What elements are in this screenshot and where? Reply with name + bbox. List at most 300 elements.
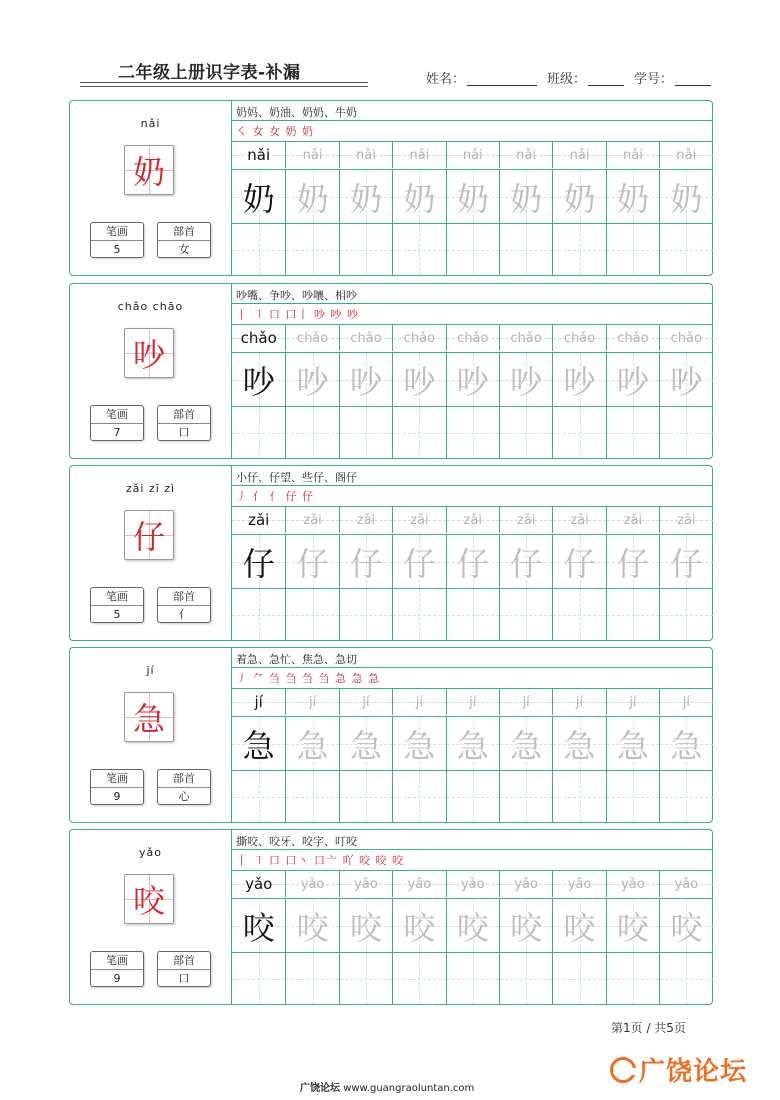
pinyin-trace-cell[interactable] [392,689,445,715]
char-trace-cell[interactable] [392,899,445,952]
pinyin-row [232,689,713,715]
char-trace-cell[interactable] [285,899,338,952]
char-trace-cell[interactable] [499,717,552,770]
char-trace-cell[interactable] [285,535,338,588]
pinyin-trace: nǎi [409,147,430,163]
char-trace: 仔 [616,544,649,583]
char-main: 吵 [132,336,165,374]
pinyin-trace-cell[interactable] [339,325,392,351]
pinyin-trace-cell[interactable] [552,325,605,351]
number-field[interactable] [675,85,711,86]
char-trace: 仔 [670,544,703,583]
char-trace-cell[interactable] [339,717,392,770]
pinyin-model: chǎo [240,329,277,347]
pinyin-trace-cell[interactable] [446,142,499,168]
char-trace-cell[interactable] [285,170,338,223]
char-trace: 奶 [349,179,382,218]
blank-row [232,771,713,822]
word-list: 撕咬、咬牙、咬字、叮咬 [236,835,357,848]
practice-cell[interactable] [285,224,338,275]
char-trace-cell[interactable] [606,170,659,223]
radical-label: 部首 [158,770,210,788]
class-field[interactable] [588,85,624,86]
stroke-order [236,488,314,504]
blank-row [232,589,713,640]
practice-cell[interactable] [499,224,552,275]
radical-box [157,405,211,441]
divider [232,485,713,486]
footer-site-url: www.guangraoluntan.com [343,1083,475,1094]
pinyin-trace: zǎi [410,512,429,528]
char-trace: 仔 [349,544,382,583]
pinyin-trace-cell[interactable] [552,142,605,168]
char-model: 吵 [242,362,275,401]
char-trace-cell[interactable] [552,170,605,223]
pinyin-row [232,142,713,168]
pinyin-row [232,871,713,897]
character-card [69,647,713,823]
practice-cell[interactable] [232,589,285,640]
pinyin-trace: jí [415,694,423,710]
char-trace-cell[interactable] [446,170,499,223]
char-trace: 咬 [296,908,329,947]
pinyin-trace-cell[interactable] [339,689,392,715]
word-list: 奶妈、奶油、奶奶、牛奶 [236,106,357,119]
logo-text: 广饶论坛 [639,1057,748,1087]
pinyin-trace-cell[interactable] [285,689,338,715]
radical-box [157,222,211,258]
practice-cell[interactable] [552,224,605,275]
character-card [69,100,713,276]
pinyin-trace: chǎo [350,330,382,346]
radical-box [157,951,211,987]
pinyin-trace-cell[interactable] [446,689,499,715]
stroke-order [236,306,359,322]
char-trace-cell[interactable] [606,717,659,770]
pinyin-trace: yǎo [300,876,325,892]
pinyin-trace-cell[interactable] [606,142,659,168]
char-info-panel [70,284,232,458]
char-trace-cell[interactable] [552,353,605,406]
stroke-count-label: 笔画 [91,770,143,788]
logo-g-icon [610,1057,636,1083]
practice-cell[interactable] [499,771,552,822]
char-trace: 吵 [670,362,703,401]
pinyin-trace-cell[interactable] [659,507,712,533]
practice-cell[interactable] [392,224,445,275]
practice-cell[interactable] [285,407,338,458]
char-trace: 吵 [510,362,543,401]
pinyin-trace: yǎo [567,876,592,892]
char-box [124,328,174,378]
pinyin-trace-cell[interactable] [499,871,552,897]
pinyin-trace: zǎi [570,512,589,528]
char-trace-cell[interactable] [285,717,338,770]
pinyin-trace: yǎo [514,876,538,892]
stroke-count-box [90,951,144,987]
divider [232,667,713,668]
pinyin-trace: nǎi [462,147,483,163]
char-trace: 奶 [616,179,649,218]
stroke-count-box [90,769,144,805]
char-trace: 吵 [456,362,489,401]
radical-label: 部首 [158,406,210,424]
char-row [232,170,713,223]
char-trace-cell[interactable] [606,899,659,952]
practice-panel [232,648,713,822]
char-model-cell [232,353,285,406]
practice-cell[interactable] [392,589,445,640]
pinyin-trace-cell[interactable] [606,507,659,533]
practice-cell[interactable] [606,771,659,822]
pinyin-trace: jí [522,694,530,710]
practice-cell[interactable] [606,224,659,275]
char-trace-cell[interactable] [339,535,392,588]
pinyin-trace: zǎi [516,512,536,528]
practice-cell[interactable] [606,589,659,640]
pinyin-trace-cell[interactable] [606,325,659,351]
name-label: 姓名： [426,72,466,87]
pinyin-trace-cell[interactable] [552,507,605,533]
char-trace-cell[interactable] [659,353,712,406]
pinyin-trace: zǎi [623,512,643,528]
char-row [232,899,713,952]
practice-cell[interactable] [659,953,712,1004]
char-trace-cell[interactable] [499,535,552,588]
pinyin-trace: zǎi [303,512,322,528]
practice-cell[interactable] [232,407,285,458]
practice-cell[interactable] [499,953,552,1004]
name-field[interactable] [467,85,537,86]
stroke-count-value: 7 [113,426,121,439]
practice-cell[interactable] [392,771,445,822]
practice-cell[interactable] [339,224,392,275]
char-trace-cell[interactable] [446,899,499,952]
pinyin-trace-cell[interactable] [659,871,712,897]
char-trace: 急 [296,726,329,765]
practice-cell[interactable] [339,953,392,1004]
pinyin-model: zǎi [248,511,270,529]
char-trace-cell[interactable] [392,717,445,770]
pinyin-trace: jí [682,694,690,710]
footer-site[interactable] [300,1079,474,1094]
char-trace-cell[interactable] [552,717,605,770]
stroke-count-box [90,222,144,258]
radical-value: 口 [178,426,190,439]
pinyin-trace: chǎo [457,330,489,346]
practice-cell[interactable] [552,589,605,640]
char-trace-cell[interactable] [392,535,445,588]
practice-cell[interactable] [339,771,392,822]
practice-cell[interactable] [552,953,605,1004]
pinyin-trace-cell[interactable] [606,689,659,715]
practice-cell[interactable] [659,589,712,640]
stroke-count-label: 笔画 [91,406,143,424]
footer-site-name: 广饶论坛 [300,1083,340,1094]
blank-row [232,407,713,458]
char-trace: 吵 [296,362,329,401]
pinyin-trace: nǎi [676,147,697,163]
pinyin-trace: zǎi [677,512,696,528]
practice-cell[interactable] [659,407,712,458]
pinyin-trace: nǎi [302,147,323,163]
char-trace: 咬 [563,908,596,947]
char-trace: 急 [456,726,489,765]
pinyin-trace: chǎo [563,330,596,346]
pinyin-trace: chǎo [403,330,436,346]
pinyin-trace-cell[interactable] [285,871,338,897]
stroke-count-box [90,405,144,441]
practice-cell[interactable] [285,953,338,1004]
pinyin-trace-cell[interactable] [285,507,338,533]
radical-label: 部首 [158,588,210,606]
char-trace-cell[interactable] [392,353,445,406]
char-trace-cell[interactable] [552,899,605,952]
char-model: 咬 [242,908,275,947]
char-main: 咬 [132,882,165,920]
stroke-order [236,670,380,686]
char-trace-cell[interactable] [446,717,499,770]
practice-cell[interactable] [606,407,659,458]
practice-cell[interactable] [232,224,285,275]
blank-row [232,953,713,1004]
practice-cell[interactable] [392,953,445,1004]
char-trace-cell[interactable] [339,170,392,223]
number-label: 学号： [634,72,674,87]
pinyin-trace-cell[interactable] [606,871,659,897]
pinyin-trace-cell[interactable] [499,142,552,168]
char-info-panel [70,830,232,1004]
practice-cell[interactable] [552,771,605,822]
word-list: 小仔、仔望、些仔、阁仔 [236,471,357,484]
stroke-order [236,123,314,139]
practice-cell[interactable] [285,771,338,822]
char-trace: 急 [670,726,703,765]
stroke-count-box [90,587,144,623]
practice-panel [232,466,713,640]
practice-cell[interactable] [446,407,499,458]
practice-panel [232,101,713,275]
pinyin-model: jí [254,693,263,711]
practice-cell[interactable] [392,407,445,458]
char-trace-cell[interactable] [606,535,659,588]
char-trace-cell[interactable] [499,353,552,406]
stroke-order-text: 丨 ㇕ 口 口丨 吵 吵 吵 [236,308,359,321]
pinyin-trace-cell[interactable] [285,142,338,168]
char-pinyin: nǎi [140,117,161,130]
practice-cell[interactable] [499,589,552,640]
char-model-cell [232,535,285,588]
radical-box [157,587,211,623]
stroke-count-value: 5 [113,608,121,621]
practice-cell[interactable] [232,771,285,822]
pinyin-model-cell [232,689,285,715]
char-pinyin: chǎo chāo [117,300,184,313]
char-trace: 奶 [403,179,436,218]
char-trace-cell[interactable] [659,899,712,952]
practice-panel [232,830,713,1004]
word-list: 着急、急忙、焦急、急切 [236,653,357,666]
pinyin-trace-cell[interactable] [285,325,338,351]
pinyin-trace-cell[interactable] [446,871,499,897]
char-trace: 仔 [296,544,329,583]
char-trace: 咬 [510,908,543,947]
pinyin-row [232,507,713,533]
char-pinyin: zǎi zī zì [125,482,176,495]
pinyin-trace-cell[interactable] [446,507,499,533]
char-trace-cell[interactable] [499,170,552,223]
char-model: 奶 [242,179,275,218]
char-box [124,692,174,742]
pinyin-trace-cell[interactable] [499,689,552,715]
stroke-count-label: 笔画 [91,952,143,970]
practice-cell[interactable] [606,953,659,1004]
stroke-order-text: 丨 ㇕ 口 口丶 口亠 吖 咬 咬 咬 [236,854,404,867]
char-main: 急 [132,700,165,738]
practice-cell[interactable] [659,771,712,822]
char-main: 仔 [132,518,165,556]
char-trace: 急 [563,726,596,765]
char-model-cell [232,170,285,223]
blank-row [232,224,713,275]
char-row [232,717,713,770]
char-trace-cell[interactable] [339,353,392,406]
char-trace: 仔 [563,544,596,583]
practice-cell[interactable] [552,407,605,458]
pinyin-trace: yǎo [460,876,485,892]
character-card [69,283,713,459]
char-trace-cell[interactable] [659,170,712,223]
practice-cell[interactable] [659,224,712,275]
char-model-cell [232,717,285,770]
pinyin-trace-cell[interactable] [339,507,392,533]
pinyin-trace: yǎo [674,876,699,892]
char-trace: 咬 [349,908,382,947]
char-info-panel [70,466,232,640]
char-model: 仔 [242,544,275,583]
char-trace-cell[interactable] [392,170,445,223]
practice-cell[interactable] [339,407,392,458]
pinyin-trace: jí [575,694,584,710]
pinyin-trace: jí [362,694,370,710]
char-box [124,874,174,924]
pinyin-trace: nǎi [569,147,590,163]
pinyin-trace-cell[interactable] [552,871,605,897]
char-trace: 急 [510,726,543,765]
character-card [69,829,713,1005]
pinyin-trace-cell[interactable] [659,689,712,715]
pinyin-trace-cell[interactable] [446,325,499,351]
char-row [232,535,713,588]
pinyin-trace: jí [469,694,477,710]
char-trace-cell[interactable] [285,353,338,406]
pinyin-model-cell [232,871,285,897]
pinyin-model: yǎo [245,875,273,893]
practice-cell[interactable] [446,224,499,275]
char-trace: 吵 [349,362,382,401]
practice-cell[interactable] [339,589,392,640]
practice-cell[interactable] [446,953,499,1004]
char-trace: 咬 [456,908,489,947]
pinyin-model-cell [232,325,285,351]
char-trace: 仔 [456,544,489,583]
stroke-order-text: 丿 亻 亻 仔 仔 [236,490,314,503]
char-trace-cell[interactable] [339,899,392,952]
practice-cell[interactable] [499,407,552,458]
radical-value: 亻 [178,608,190,621]
char-main: 奶 [132,153,165,191]
pinyin-trace: yǎo [621,876,645,892]
divider [232,849,713,850]
radical-value: 口 [178,972,190,985]
practice-cell[interactable] [232,953,285,1004]
char-trace-cell[interactable] [659,717,712,770]
radical-label: 部首 [158,223,210,241]
char-trace-cell[interactable] [446,535,499,588]
pinyin-trace-cell[interactable] [552,689,605,715]
char-trace-cell[interactable] [446,353,499,406]
radical-value: 心 [178,790,190,803]
char-trace: 吵 [403,362,436,401]
stroke-count-label: 笔画 [91,223,143,241]
char-trace: 咬 [670,908,703,947]
char-row [232,353,713,406]
char-model: 急 [242,726,275,765]
pinyin-row [232,325,713,351]
pinyin-trace: jí [629,694,637,710]
char-trace-cell[interactable] [606,353,659,406]
pinyin-trace-cell[interactable] [339,871,392,897]
pinyin-trace-cell[interactable] [659,325,712,351]
char-trace-cell[interactable] [552,535,605,588]
char-info-panel [70,648,232,822]
char-trace-cell[interactable] [659,535,712,588]
stroke-count-value: 9 [113,972,121,985]
page-title: 二年级上册识字表-补漏 [118,63,301,83]
pinyin-trace-cell[interactable] [392,871,445,897]
practice-cell[interactable] [446,771,499,822]
divider [232,303,713,304]
char-trace: 仔 [510,544,543,583]
pinyin-trace-cell[interactable] [499,325,552,351]
char-trace: 吵 [616,362,649,401]
title-underline [80,82,368,83]
practice-cell[interactable] [285,589,338,640]
pinyin-trace-cell[interactable] [392,142,445,168]
pinyin-trace-cell[interactable] [339,142,392,168]
pinyin-trace-cell[interactable] [392,325,445,351]
pinyin-trace: nǎi [623,147,643,163]
char-trace: 吵 [563,362,596,401]
char-trace: 仔 [403,544,436,583]
pinyin-trace-cell[interactable] [392,507,445,533]
stroke-order [236,852,404,868]
pinyin-model: nǎi [247,146,271,164]
pinyin-trace-cell[interactable] [659,142,712,168]
stroke-count-value: 5 [113,243,121,256]
pinyin-trace-cell[interactable] [499,507,552,533]
char-trace: 奶 [510,179,543,218]
stroke-count-value: 9 [113,790,121,803]
class-label: 班级： [547,72,587,87]
pinyin-trace: chǎo [617,330,649,346]
character-card [69,465,713,641]
char-trace: 奶 [670,179,703,218]
practice-cell[interactable] [446,589,499,640]
char-trace: 咬 [616,908,649,947]
char-trace-cell[interactable] [499,899,552,952]
char-trace: 急 [616,726,649,765]
